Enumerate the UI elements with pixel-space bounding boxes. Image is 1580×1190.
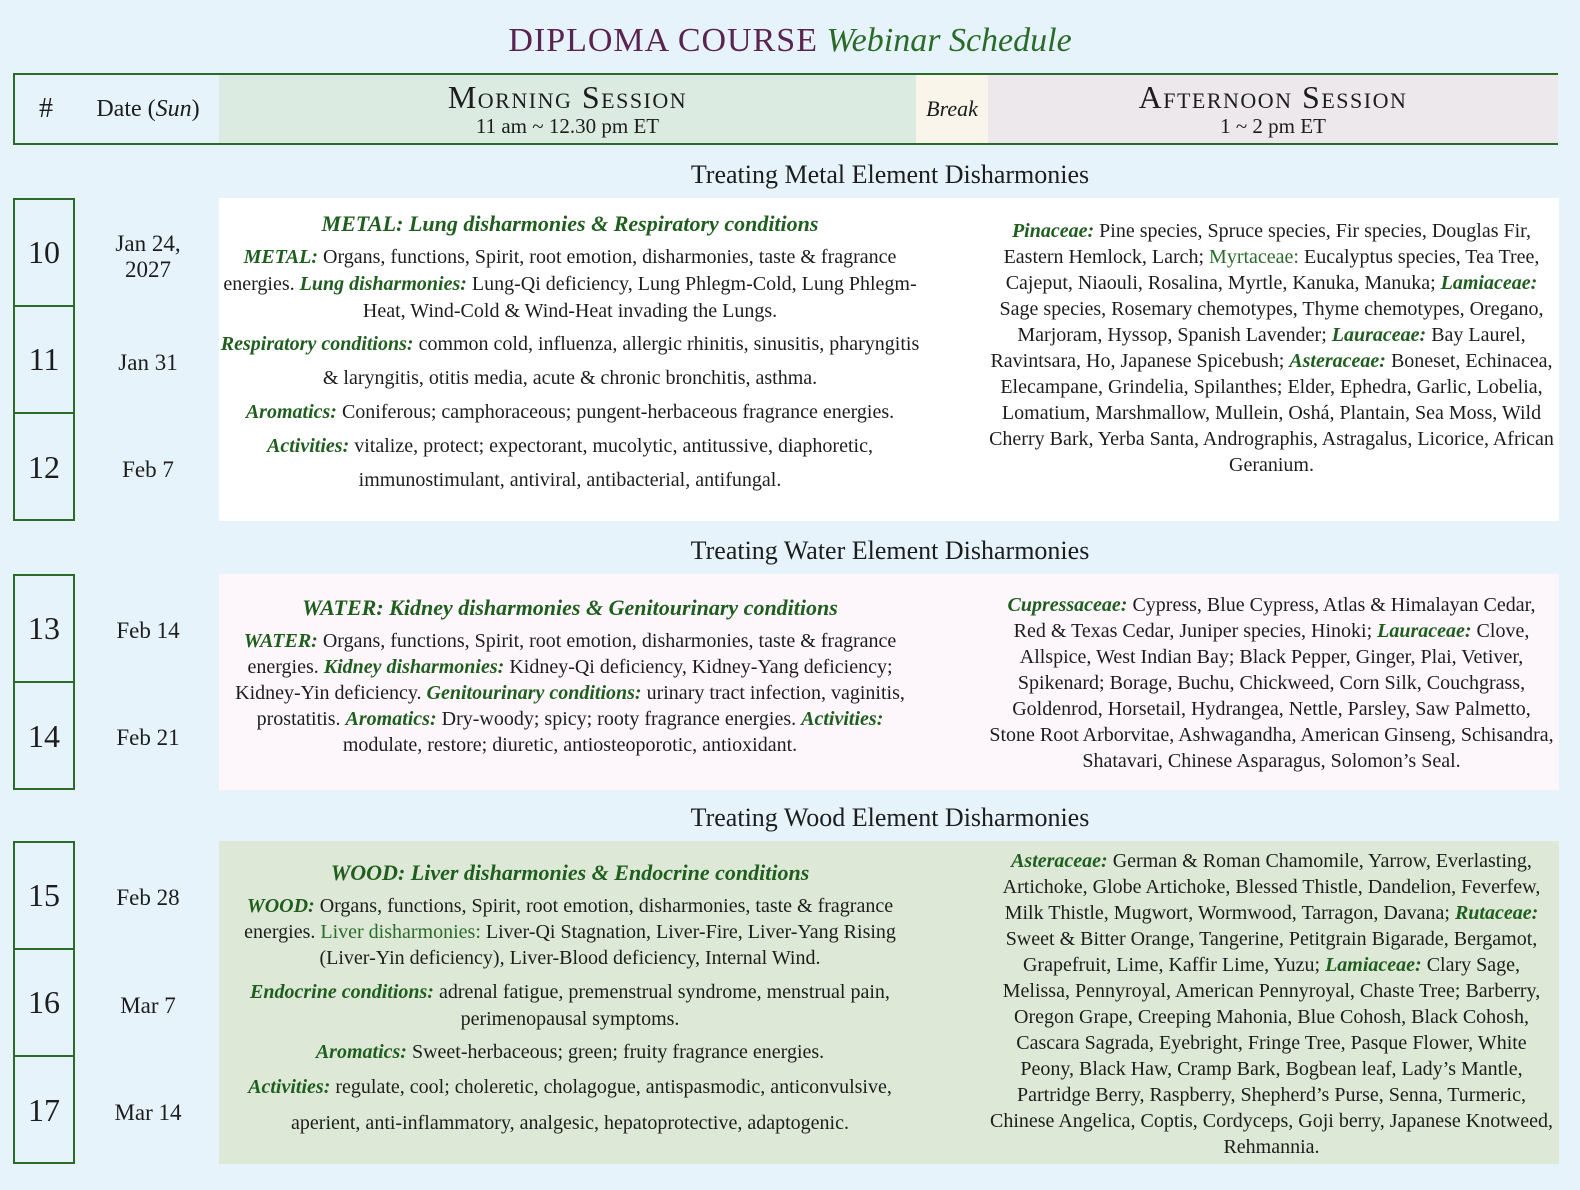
plant-list [989,218,1554,478]
text: Lung-Qi deficiency, Lung Phlegm-Cold, Lung Phlegm-Heat, Wind-Cold & Wind-Heat invading the Lungs. [362,273,917,322]
session-date: Feb 21 [116,725,180,750]
text: Bay Laurel, Ravintsara, Ho, Japanese Spicebush; [990,324,1526,372]
panel-water [219,574,1559,790]
label: WOOD: [246,895,315,917]
label: Kidney disharmonies: [323,656,505,678]
text: Sage species, Rosemary chemotypes, Thyme chemotypes, Oregano, Marjoram, Hyssop, Spanish Lavender; [999,298,1544,346]
text: Dry-woody; spicy; rooty fragrance energies. [436,708,802,730]
morning-session-time: 11 am ~ 12.30 pm ET [475,114,660,138]
session-number: 13 [15,576,73,683]
text: Pine species, Spruce species, Fir species, Douglas Fir, Eastern Hemlock, Larch; [1003,220,1532,268]
header-date-day: Sun [155,95,192,122]
afternoon-session-title: Afternoon Session [1138,79,1408,115]
afternoon-content-wood [989,848,1554,1160]
text: regulate, cool; choleretic, cholagogue, antispasmodic, anticonvulsive, aperient, anti-inflammatory, analgesic, hepatoprotective, adaptogenic. [291,1076,892,1134]
label: Lauraceae: [1377,620,1472,642]
content-paragraph [219,429,921,497]
afternoon-content-water [989,592,1554,774]
content-paragraph [219,395,921,429]
session-number: 10 [15,200,73,307]
content-paragraph [219,979,921,1033]
label: Asteraceae: [1011,850,1108,872]
section-title-water: Treating Water Element Disharmonies [690,536,1090,565]
content-paragraph [219,1035,921,1069]
text: Kidney-Qi deficiency, Kidney-Yang deficiency; Kidney-Yin deficiency. [235,656,893,704]
session-number: 15 [15,843,73,950]
panel-wood [219,841,1559,1164]
content-paragraph [219,628,921,758]
label: METAL: [243,246,319,268]
label: Activities: [248,1076,331,1098]
text: Eucalyptus species, Tea Tree, Cajeput, Niaouli, Rosalina, Myrtle, Kanuka, Manuka; [1005,246,1540,294]
session-number: 12 [28,449,60,485]
text: Clove, Allspice, West Indian Bay; Black Pepper, Ginger, Plai, Vetiver, Spikenard; Borage, Buchu, Chickweed, Corn Silk, Couchgrass, Goldenrod, Horsetail, Hydrangea, Nettle, Parsley, Saw Palmetto, Stone Root Arborvitae, Ashwagandha, American Ginseng, Schisandra, Shatavari, Chinese Asparagus, Solomon’s Seal. [989,620,1554,772]
label: Aromatics: [345,708,437,730]
session-date: Feb 7 [122,457,174,482]
header-afternoon-session [988,75,1558,143]
session-date: Mar 14 [114,1100,182,1125]
label: Activities: [267,435,350,457]
session-numbers-water [13,574,75,790]
session-date: Feb 28 [116,885,180,910]
label: Cupressaceae: [1007,594,1128,616]
label: Lauraceae: [1331,324,1427,346]
label: Activities: [801,708,884,730]
session-number: 17 [28,1092,60,1128]
content-paragraph [219,1069,921,1141]
session-date: Mar 7 [120,993,176,1018]
label: Aromatics: [245,401,337,423]
text: common cold, influenza, allergic rhinitis, sinusitis, pharyngitis & laryngitis, otitis media, acute & chronic bronchitis, asthma. [322,333,920,389]
text: adrenal fatigue, premenstrual syndrome, menstrual pain, perimenopausal symptoms. [433,981,890,1030]
session-numbers-metal [13,198,75,521]
topic-heading: WATER: Kidney disharmonies & Genitourinary conditions [302,595,838,620]
schedule-header [13,73,1558,145]
session-date [77,231,219,283]
plant-list [989,848,1554,1160]
label: Liver disharmonies: [320,921,481,943]
topic-heading: WOOD: Liver disharmonies & Endocrine conditions [330,860,810,885]
label: Genitourinary conditions: [426,682,642,704]
label: Lamiaceae: [1325,954,1422,976]
text: Coniferous; camphoraceous; pungent-herbaceous fragrance energies. [336,401,895,423]
text: Organs, functions, Spirit, root emotion, disharmonies, taste & fragrance energies. [244,895,894,943]
morning-content-water [219,594,921,758]
session-number: 14 [28,718,60,754]
text: Cypress, Blue Cypress, Atlas & Himalayan Cedar, Red & Texas Cedar, Juniper species, Hinoki; [1013,594,1536,642]
text: modulate, restore; diuretic, antiosteoporotic, antioxidant. [342,734,798,756]
session-date: Jan 31 [118,350,178,375]
afternoon-content-metal [989,218,1554,478]
header-date [77,75,219,143]
session-date-text: Jan 24, 2027 [115,231,181,282]
header-date-label: Date ( [96,95,156,122]
title-course: DIPLOMA COURSE [508,22,818,59]
content-paragraph [219,244,921,325]
content-paragraph [219,327,921,395]
label: WATER: [243,630,318,652]
label: Respiratory conditions: [220,333,414,355]
text: Sweet & Bitter Orange, Tangerine, Petitgrain Bigarade, Bergamot, Grapefruit, Lime, Kaffir Lime, Yuzu; [1005,928,1538,976]
text: Clary Sage, Melissa, Pennyroyal, American Pennyroyal, Chaste Tree; Barberry, Oregon Grape, Creeping Mahonia, Blue Cohosh, Black Cohosh, Cascara Sagrada, Eyebright, Fringe Tree, Pasque Flower, White Peony, Black Haw, Cramp Bark, Bogbean leaf, Lady’s Mantle, Partridge Berry, Raspberry, Shepherd’s Purse, Senna, Turmeric, Chinese Angelica, Coptis, Cordyceps, Goji berry, Japanese Knotweed, Rehmannia. [989,954,1554,1158]
label: Lamiaceae: [1440,272,1538,294]
label: Rutaceae: [1454,902,1539,924]
title-schedule: Webinar Schedule [826,22,1072,59]
label: Endocrine conditions: [250,981,434,1003]
section-title-metal: Treating Metal Element Disharmonies [690,160,1090,189]
session-numbers-wood [13,841,75,1164]
label: Lung disharmonies: [299,273,467,295]
afternoon-session-time: 1 ~ 2 pm ET [1220,114,1326,138]
header-date-close: ) [191,95,200,122]
text: urinary tract infection, vaginitis, prostatitis. [256,682,905,730]
page-title [0,18,1580,64]
label: Pinaceae: [1011,220,1095,242]
text: Liver-Qi Stagnation, Liver-Fire, Liver-Yang Rising (Liver-Yin deficiency), Liver-Blood deficiency, Internal Wind. [319,921,896,969]
topic-heading: METAL: Lung disharmonies & Respiratory conditions [321,211,819,236]
session-number: 11 [15,307,73,414]
header-number: # [39,93,53,124]
plant-list [989,592,1554,774]
session-number: 16 [15,950,73,1057]
label: Aromatics: [315,1041,407,1063]
header-break: Break [916,75,988,143]
text: German & Roman Chamomile, Yarrow, Everlasting, Artichoke, Globe Artichoke, Blessed Thistle, Dandelion, Feverfew, Milk Thistle, Mugwort, Wormwood, Tarragon, Davana; [1002,850,1541,924]
session-date: Feb 14 [116,618,180,643]
text: Organs, functions, Spirit, root emotion, disharmonies, taste & fragrance energies. [247,630,897,678]
text: Organs, functions, Spirit, root emotion, disharmonies, taste & fragrance energies. [223,246,897,295]
label: Myrtaceae: [1209,246,1299,268]
text: Sweet-herbaceous; green; fruity fragrance energies. [406,1041,825,1063]
header-morning-session [219,75,916,143]
text: vitalize, protect; expectorant, mucolytic, antitussive, diaphoretic, immunostimulant, antiviral, antibacterial, antifungal. [349,435,873,491]
morning-content-wood [219,859,921,1141]
panel-metal [219,198,1559,521]
content-paragraph [219,893,921,971]
label: Asteraceae: [1289,350,1386,372]
text: Boneset, Echinacea, Elecampane, Grindelia, Spilanthes; Elder, Ephedra, Garlic, Lobelia, Lomatium, Marshmallow, Mullein, Oshá, Plantain, Sea Moss, Wild Cherry Bark, Yerba Santa, Andrographis, Astragalus, Licorice, African Geranium. [989,350,1554,476]
section-title-wood: Treating Wood Element Disharmonies [690,803,1090,832]
morning-content-metal [219,210,921,497]
morning-session-title: Morning Session [447,79,688,115]
